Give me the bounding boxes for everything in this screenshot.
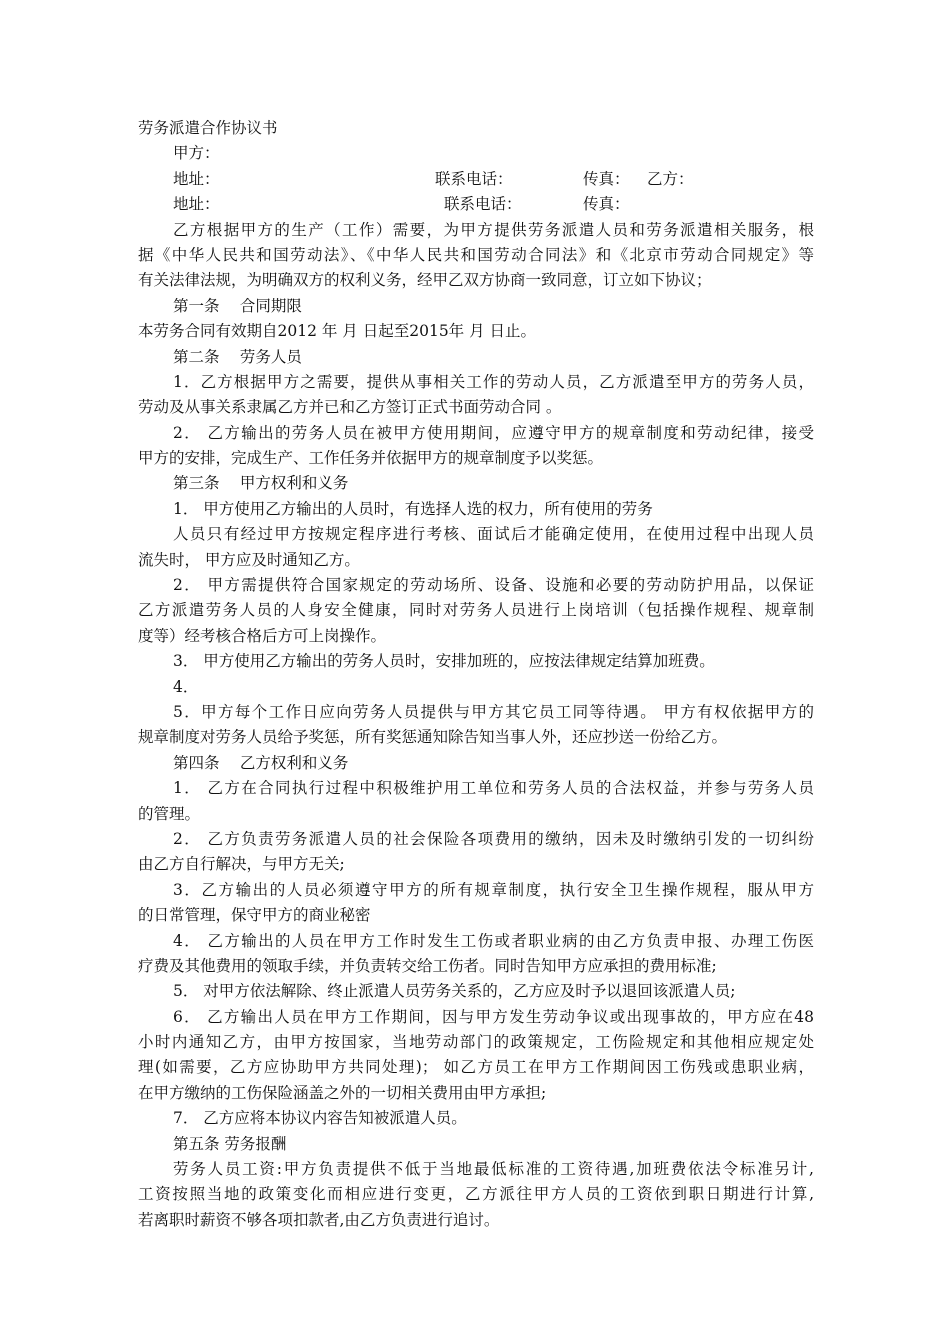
party-b-label: 乙方： bbox=[647, 169, 694, 188]
document-body bbox=[138, 116, 814, 1233]
article-3-line: 2． 甲方需提供符合国家规定的劳动场所、设备、设施和必要的劳动防护用品，以保证 bbox=[173, 576, 814, 595]
article-4-line: 疗费及其他费用的领取手续，并负责转交给工伤者。同时告知甲方应承担的费用标准; bbox=[138, 956, 717, 975]
fax-label: 传真： bbox=[583, 169, 630, 188]
article-3-line: 4． bbox=[173, 677, 199, 696]
article-2-line: 2． 乙方输出的劳务人员在被甲方使用期间，应遵守甲方的规章制度和劳动纪律，接受 bbox=[173, 423, 814, 442]
article-4-line: 由乙方自行解决，与甲方无关; bbox=[138, 855, 345, 874]
article-5-title: 第五条 劳务报酬 bbox=[173, 1134, 287, 1153]
party-a-label: 甲方： bbox=[173, 144, 220, 163]
fax-label: 传真： bbox=[583, 195, 630, 214]
article-3-line: 度等）经考核合格后方可上岗操作。 bbox=[138, 626, 387, 645]
article-2-line: 劳动及从事关系隶属乙方并已和乙方签订正式书面劳动合同 。 bbox=[138, 398, 562, 417]
article-4-line: 的管理。 bbox=[138, 804, 201, 823]
article-2-line: 1．乙方根据甲方之需要，提供从事相关工作的劳动人员，乙方派遣至甲方的劳务人员， bbox=[173, 372, 814, 391]
article-3-line: 3． 甲方使用乙方输出的劳务人员时，安排加班的，应按法律规定结算加班费。 bbox=[173, 652, 715, 671]
article-4-line: 5． 对甲方依法解除、终止派遣人员劳务关系的，乙方应及时予以退回该派遣人员; bbox=[173, 982, 736, 1001]
article-4-line: 小时内通知乙方，由甲方按国家，当地劳动部门的政策规定，工伤险规定和其他相应规定处 bbox=[138, 1033, 814, 1052]
article-5-line: 劳务人员工资:甲方负责提供不低于当地最低标准的工资待遇,加班费依法令标准另计, bbox=[173, 1160, 814, 1179]
article-2-line: 甲方的安排，完成生产、工作任务并依据甲方的规章制度予以奖惩。 bbox=[138, 449, 604, 468]
article-4-line: 的日常管理，保守甲方的商业秘密 bbox=[138, 906, 371, 925]
phone-label: 联系电话： bbox=[444, 195, 522, 214]
document-title: 劳务派遣合作协议书 bbox=[138, 119, 278, 137]
intro-line: 有关法律法规，为明确双方的权利义务，经甲乙双方协商一致同意，订立如下协议； bbox=[138, 271, 712, 290]
article-4-line: 3．乙方输出的人员必须遵守甲方的所有规章制度，执行安全卫生操作规程，服从甲方 bbox=[173, 880, 814, 899]
address-label: 地址： bbox=[173, 169, 220, 188]
article-4-line: 在甲方缴纳的工伤保险涵盖之外的一切相关费用由甲方承担; bbox=[138, 1083, 547, 1102]
intro-line: 据《中华人民共和国劳动法》、《中华人民共和国劳动合同法》和《北京市劳动合同规定》等 bbox=[138, 245, 814, 264]
address-label: 地址： bbox=[173, 195, 220, 214]
article-4-line: 2． 乙方负责劳务派遣人员的社会保险各项费用的缴纳，因未及时缴纳引发的一切纠纷 bbox=[173, 829, 814, 848]
article-3-line: 流失时， 甲方应及时通知乙方。 bbox=[138, 550, 360, 569]
article-1-body: 本劳务合同有效期自2012 年 月 日起至2015年 月 日止。 bbox=[138, 322, 537, 341]
intro-line: 乙方根据甲方的生产（工作）需要，为甲方提供劳务派遣人员和劳务派遣相关服务，根 bbox=[173, 220, 814, 239]
article-3-line: 人员只有经过甲方按规定程序进行考核、面试后才能确定使用，在使用过程中出现人员 bbox=[173, 525, 814, 544]
article-1-title: 第一条 合同期限 bbox=[173, 296, 302, 315]
article-2-title: 第二条 劳务人员 bbox=[173, 347, 302, 366]
article-3-line: 1． 甲方使用乙方输出的人员时，有选择人选的权力，所有使用的劳务 bbox=[173, 499, 653, 518]
contact-row-1 bbox=[138, 167, 814, 192]
article-4-line: 7． 乙方应将本协议内容告知被派遣人员。 bbox=[173, 1109, 467, 1128]
article-3-line: 5．甲方每个工作日应向劳务人员提供与甲方其它员工同等待遇。 甲方有权依据甲方的 bbox=[173, 702, 814, 721]
article-4-title: 第四条 乙方权利和义务 bbox=[173, 753, 349, 772]
article-3-title: 第三条 甲方权利和义务 bbox=[173, 474, 349, 493]
article-4-line: 1． 乙方在合同执行过程中积极维护用工单位和劳务人员的合法权益，并参与劳务人员 bbox=[173, 779, 814, 798]
phone-label: 联系电话： bbox=[435, 169, 513, 188]
contact-row-2 bbox=[138, 192, 814, 217]
article-4-line: 6． 乙方输出人员在甲方工作期间，因与甲方发生劳动争议或出现事故的，甲方应在48 bbox=[173, 1007, 814, 1026]
article-5-line: 工资按照当地的政策变化而相应进行变更，乙方派往甲方人员的工资依到职日期进行计算, bbox=[138, 1185, 814, 1204]
article-4-line: 4． 乙方输出的人员在甲方工作时发生工伤或者职业病的由乙方负责申报、办理工伤医 bbox=[173, 931, 814, 950]
article-5-line: 若离职时薪资不够各项扣款者,由乙方负责进行追讨。 bbox=[138, 1210, 500, 1229]
article-3-line: 乙方派遣劳务人员的人身安全健康，同时对劳务人员进行上岗培训（包括操作规程、规章制 bbox=[138, 601, 814, 620]
article-3-line: 规章制度对劳务人员给予奖惩，所有奖惩通知除告知当事人外，还应抄送一份给乙方。 bbox=[138, 728, 728, 747]
article-4-line: 理(如需要，乙方应协助甲方共同处理)； 如乙方员工在甲方工作期间因工伤残或患职业病， bbox=[138, 1058, 814, 1077]
